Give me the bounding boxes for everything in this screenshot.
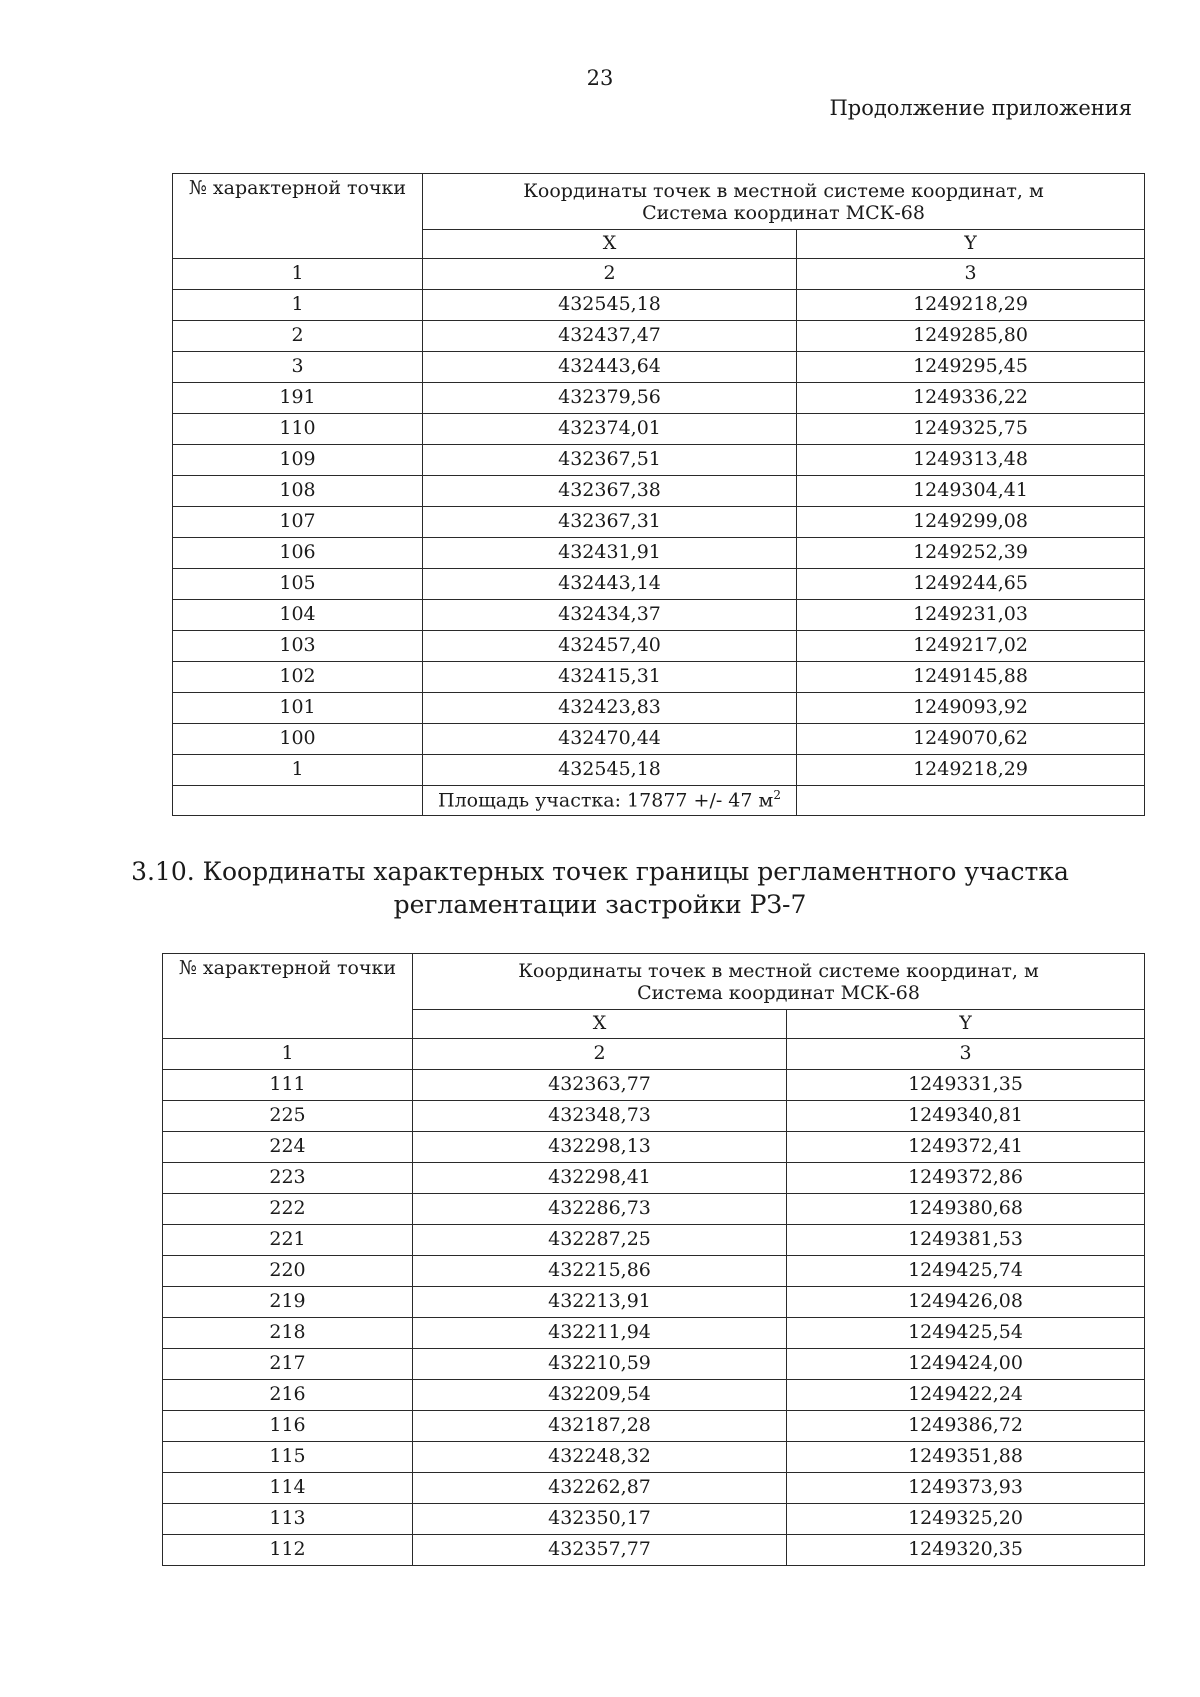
header-x: X <box>423 230 797 259</box>
table-row <box>173 290 1145 321</box>
y-coordinate-cell: 1249380,68 <box>787 1194 1145 1225</box>
point-number-cell: 216 <box>163 1380 413 1411</box>
y-coordinate-cell: 1249304,41 <box>797 476 1145 507</box>
x-coordinate-cell: 432374,01 <box>423 414 797 445</box>
y-coordinate-cell: 1249426,08 <box>787 1287 1145 1318</box>
y-coordinate-cell: 1249325,75 <box>797 414 1145 445</box>
header-point-number: № характерной точки <box>173 174 423 259</box>
x-coordinate-cell: 432298,41 <box>413 1163 787 1194</box>
index-cell: 2 <box>413 1039 787 1070</box>
coordinates-table-1 <box>172 173 1145 816</box>
point-number-cell: 3 <box>173 352 423 383</box>
point-number-cell: 219 <box>163 1287 413 1318</box>
y-coordinate-cell: 1249372,86 <box>787 1163 1145 1194</box>
y-coordinate-cell: 1249425,54 <box>787 1318 1145 1349</box>
table-row <box>163 1101 1145 1132</box>
table-row <box>163 1256 1145 1287</box>
y-coordinate-cell: 1249351,88 <box>787 1442 1145 1473</box>
x-coordinate-cell: 432211,94 <box>413 1318 787 1349</box>
x-coordinate-cell: 432213,91 <box>413 1287 787 1318</box>
empty-cell <box>173 786 423 816</box>
y-coordinate-cell: 1249299,08 <box>797 507 1145 538</box>
empty-cell <box>797 786 1145 816</box>
table-row <box>163 1318 1145 1349</box>
point-number-cell: 1 <box>173 755 423 786</box>
table-row <box>173 538 1145 569</box>
x-coordinate-cell: 432357,77 <box>413 1535 787 1566</box>
section-title-line1: 3.10. Координаты характерных точек границы регламентного участка <box>131 857 1069 886</box>
index-cell: 3 <box>797 259 1145 290</box>
point-number-cell: 111 <box>163 1070 413 1101</box>
y-coordinate-cell: 1249093,92 <box>797 693 1145 724</box>
point-number-cell: 105 <box>173 569 423 600</box>
header-y: Y <box>787 1010 1145 1039</box>
table-row <box>163 1411 1145 1442</box>
y-coordinate-cell: 1249425,74 <box>787 1256 1145 1287</box>
table-row <box>173 476 1145 507</box>
x-coordinate-cell: 432298,13 <box>413 1132 787 1163</box>
y-coordinate-cell: 1249372,41 <box>787 1132 1145 1163</box>
point-number-cell: 112 <box>163 1535 413 1566</box>
point-number-cell: 100 <box>173 724 423 755</box>
point-number-cell: 102 <box>173 662 423 693</box>
table-row <box>163 1163 1145 1194</box>
x-coordinate-cell: 432437,47 <box>423 321 797 352</box>
y-coordinate-cell: 1249231,03 <box>797 600 1145 631</box>
index-row <box>163 1039 1145 1070</box>
table-row <box>173 445 1145 476</box>
table-row <box>163 1132 1145 1163</box>
point-number-cell: 110 <box>173 414 423 445</box>
point-number-cell: 104 <box>173 600 423 631</box>
x-coordinate-cell: 432457,40 <box>423 631 797 662</box>
table-row <box>163 1287 1145 1318</box>
header-coordinates <box>423 174 1145 230</box>
continuation-label: Продолжение приложения <box>829 96 1132 120</box>
table-row <box>163 1504 1145 1535</box>
header-coordinates-line2: Система координат МСК-68 <box>642 201 925 224</box>
y-coordinate-cell: 1249244,65 <box>797 569 1145 600</box>
y-coordinate-cell: 1249218,29 <box>797 290 1145 321</box>
x-coordinate-cell: 432209,54 <box>413 1380 787 1411</box>
y-coordinate-cell: 1249252,39 <box>797 538 1145 569</box>
point-number-cell: 103 <box>173 631 423 662</box>
y-coordinate-cell: 1249285,80 <box>797 321 1145 352</box>
point-number-cell: 101 <box>173 693 423 724</box>
table-row <box>163 1194 1145 1225</box>
index-cell: 1 <box>163 1039 413 1070</box>
table-row <box>163 1535 1145 1566</box>
point-number-cell: 113 <box>163 1504 413 1535</box>
index-cell: 3 <box>787 1039 1145 1070</box>
point-number-cell: 115 <box>163 1442 413 1473</box>
table-row <box>173 414 1145 445</box>
x-coordinate-cell: 432348,73 <box>413 1101 787 1132</box>
y-coordinate-cell: 1249336,22 <box>797 383 1145 414</box>
point-number-cell: 116 <box>163 1411 413 1442</box>
point-number-cell: 108 <box>173 476 423 507</box>
y-coordinate-cell: 1249320,35 <box>787 1535 1145 1566</box>
point-number-cell: 220 <box>163 1256 413 1287</box>
x-coordinate-cell: 432545,18 <box>423 755 797 786</box>
x-coordinate-cell: 432415,31 <box>423 662 797 693</box>
x-coordinate-cell: 432350,17 <box>413 1504 787 1535</box>
index-row <box>173 259 1145 290</box>
table-row <box>163 1442 1145 1473</box>
table-row <box>163 1380 1145 1411</box>
table-row <box>163 1473 1145 1504</box>
y-coordinate-cell: 1249295,45 <box>797 352 1145 383</box>
section-title <box>0 856 1200 921</box>
x-coordinate-cell: 432470,44 <box>423 724 797 755</box>
x-coordinate-cell: 432286,73 <box>413 1194 787 1225</box>
table-row <box>173 507 1145 538</box>
table-row <box>173 631 1145 662</box>
header-coordinates-line1: Координаты точек в местной системе координат, м <box>518 959 1039 982</box>
point-number-cell: 223 <box>163 1163 413 1194</box>
x-coordinate-cell: 432434,37 <box>423 600 797 631</box>
y-coordinate-cell: 1249070,62 <box>797 724 1145 755</box>
x-coordinate-cell: 432262,87 <box>413 1473 787 1504</box>
x-coordinate-cell: 432443,14 <box>423 569 797 600</box>
x-coordinate-cell: 432187,28 <box>413 1411 787 1442</box>
table-row <box>173 383 1145 414</box>
x-coordinate-cell: 432367,31 <box>423 507 797 538</box>
page-number: 23 <box>586 66 614 90</box>
x-coordinate-cell: 432443,64 <box>423 352 797 383</box>
table-row <box>173 321 1145 352</box>
table-row <box>173 600 1145 631</box>
area-unit-superscript: 2 <box>773 787 781 802</box>
y-coordinate-cell: 1249422,24 <box>787 1380 1145 1411</box>
index-cell: 1 <box>173 259 423 290</box>
header-point-number: № характерной точки <box>163 954 413 1039</box>
point-number-cell: 224 <box>163 1132 413 1163</box>
point-number-cell: 107 <box>173 507 423 538</box>
header-y: Y <box>797 230 1145 259</box>
x-coordinate-cell: 432287,25 <box>413 1225 787 1256</box>
y-coordinate-cell: 1249373,93 <box>787 1473 1145 1504</box>
point-number-cell: 106 <box>173 538 423 569</box>
point-number-cell: 2 <box>173 321 423 352</box>
table-row <box>163 1070 1145 1101</box>
point-number-cell: 1 <box>173 290 423 321</box>
x-coordinate-cell: 432423,83 <box>423 693 797 724</box>
point-number-cell: 191 <box>173 383 423 414</box>
point-number-cell: 221 <box>163 1225 413 1256</box>
y-coordinate-cell: 1249325,20 <box>787 1504 1145 1535</box>
header-x: X <box>413 1010 787 1039</box>
x-coordinate-cell: 432210,59 <box>413 1349 787 1380</box>
table-row <box>173 724 1145 755</box>
x-coordinate-cell: 432431,91 <box>423 538 797 569</box>
table-row <box>163 1225 1145 1256</box>
table-row <box>163 1349 1145 1380</box>
y-coordinate-cell: 1249386,72 <box>787 1411 1145 1442</box>
table-row <box>173 569 1145 600</box>
table-row <box>173 662 1145 693</box>
section-title-line2: регламентации застройки РЗ-7 <box>393 889 807 919</box>
coordinates-table-2 <box>162 953 1145 1566</box>
header-coordinates <box>413 954 1145 1010</box>
point-number-cell: 109 <box>173 445 423 476</box>
x-coordinate-cell: 432367,38 <box>423 476 797 507</box>
index-cell: 2 <box>423 259 797 290</box>
area-row <box>173 786 1145 816</box>
y-coordinate-cell: 1249424,00 <box>787 1349 1145 1380</box>
x-coordinate-cell: 432367,51 <box>423 445 797 476</box>
y-coordinate-cell: 1249217,02 <box>797 631 1145 662</box>
table-row <box>173 693 1145 724</box>
y-coordinate-cell: 1249145,88 <box>797 662 1145 693</box>
header-coordinates-line1: Координаты точек в местной системе координат, м <box>523 179 1044 202</box>
y-coordinate-cell: 1249313,48 <box>797 445 1145 476</box>
table-row <box>173 352 1145 383</box>
header-coordinates-line2: Система координат МСК-68 <box>637 981 920 1004</box>
point-number-cell: 225 <box>163 1101 413 1132</box>
y-coordinate-cell: 1249340,81 <box>787 1101 1145 1132</box>
y-coordinate-cell: 1249218,29 <box>797 755 1145 786</box>
y-coordinate-cell: 1249331,35 <box>787 1070 1145 1101</box>
point-number-cell: 114 <box>163 1473 413 1504</box>
x-coordinate-cell: 432379,56 <box>423 383 797 414</box>
x-coordinate-cell: 432545,18 <box>423 290 797 321</box>
x-coordinate-cell: 432215,86 <box>413 1256 787 1287</box>
point-number-cell: 218 <box>163 1318 413 1349</box>
area-cell <box>423 786 797 816</box>
area-text: Площадь участка: 17877 +/- 47 м <box>438 789 774 812</box>
x-coordinate-cell: 432248,32 <box>413 1442 787 1473</box>
point-number-cell: 217 <box>163 1349 413 1380</box>
x-coordinate-cell: 432363,77 <box>413 1070 787 1101</box>
table-row <box>173 755 1145 786</box>
y-coordinate-cell: 1249381,53 <box>787 1225 1145 1256</box>
point-number-cell: 222 <box>163 1194 413 1225</box>
